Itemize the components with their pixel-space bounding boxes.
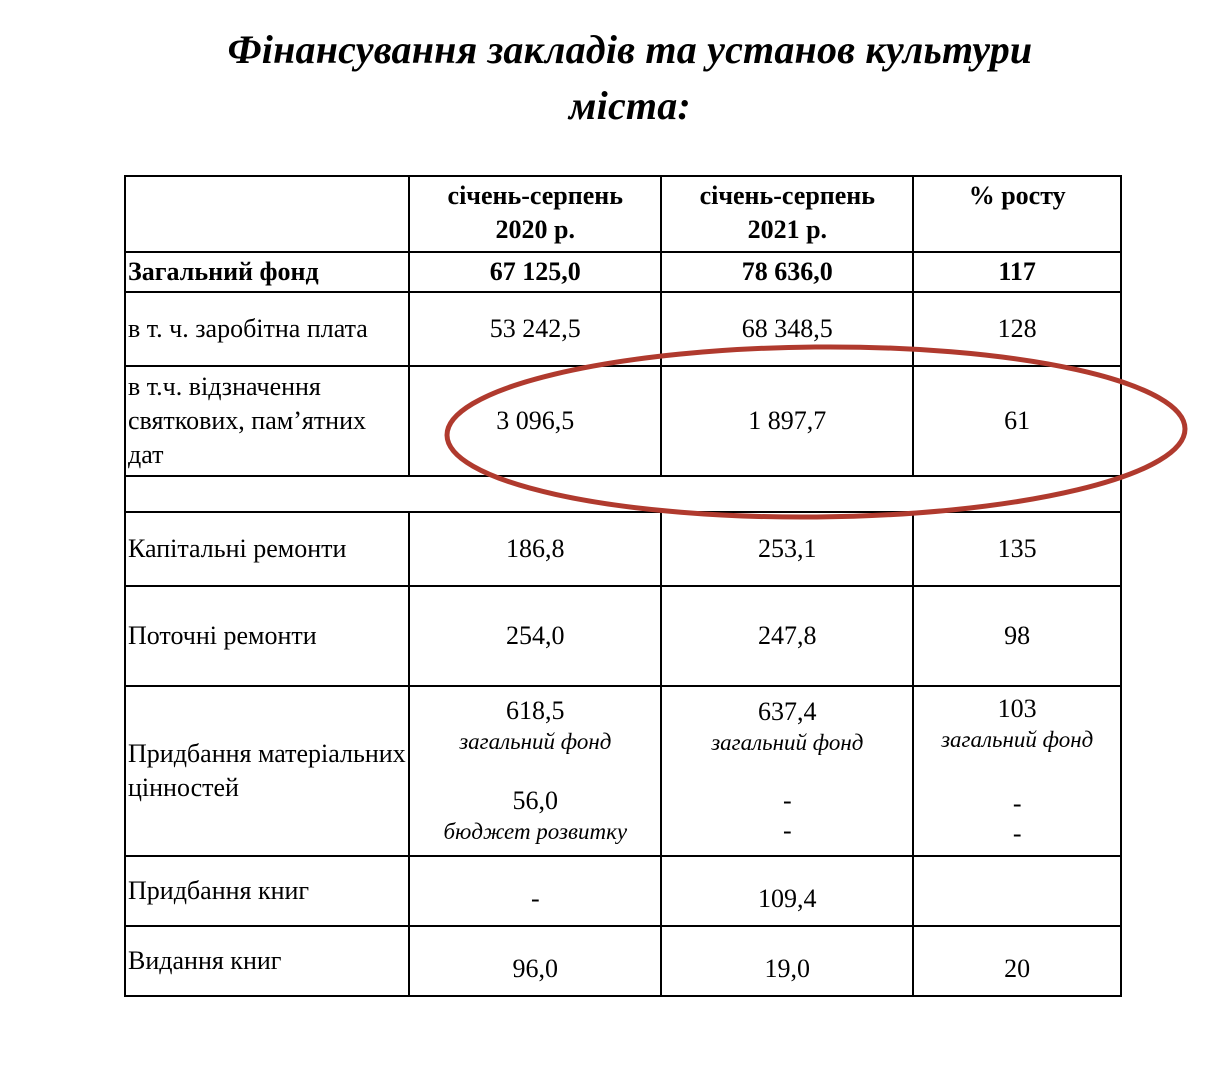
- table-row-general-fund: [125, 252, 1121, 292]
- cell-growth: 117: [913, 252, 1121, 292]
- cell-growth: 98: [913, 586, 1121, 686]
- row-label: в т.ч. відзначення святкових, пам’ятних дат: [125, 366, 409, 476]
- header-2021-line1: січень-серпень: [699, 181, 876, 210]
- note-general: загальний фонд: [459, 729, 612, 754]
- cell-2020: [409, 686, 661, 856]
- cell-2020: 67 125,0: [409, 252, 661, 292]
- page-title: [0, 22, 1225, 134]
- cell-growth: 61: [913, 366, 1121, 476]
- table-row-publish-books: [125, 926, 1121, 996]
- spacer-cell: [125, 476, 1121, 512]
- note-development: -: [1012, 819, 1022, 848]
- title-line-1: Фінансування закладів та установ культури: [227, 27, 1033, 72]
- cell-2021: [661, 686, 913, 856]
- cell-2021: 78 636,0: [661, 252, 913, 292]
- cell-2020: 186,8: [409, 512, 661, 586]
- value-general: 618,5: [506, 696, 565, 725]
- cell-2020: 3 096,5: [409, 366, 661, 476]
- row-label: Придбання книг: [125, 856, 409, 926]
- note-development: -: [782, 816, 792, 845]
- table-row-current-repairs: [125, 586, 1121, 686]
- table-row-spacer: [125, 476, 1121, 512]
- value-development: -: [782, 786, 792, 815]
- note-general: загальний фонд: [711, 730, 864, 755]
- cell-2020: 254,0: [409, 586, 661, 686]
- row-label: Загальний фонд: [125, 252, 409, 292]
- title-line-2: міста:: [569, 83, 691, 128]
- value-development: -: [1012, 789, 1022, 818]
- note-general: загальний фонд: [941, 727, 1094, 752]
- row-label: в т. ч. заробітна плата: [125, 292, 409, 366]
- financing-table: [124, 175, 1122, 997]
- note-development: бюджет розвитку: [443, 819, 628, 844]
- table-row-holidays: [125, 366, 1121, 476]
- cell-2021: 68 348,5: [661, 292, 913, 366]
- header-2021-line2: 2021 р.: [747, 215, 828, 244]
- table-header-row: [125, 176, 1121, 252]
- value-general: 637,4: [758, 697, 817, 726]
- cell-2021: 1 897,7: [661, 366, 913, 476]
- cell-2021: 109,4: [661, 856, 913, 926]
- row-label: Поточні ремонти: [125, 586, 409, 686]
- cell-2021: 247,8: [661, 586, 913, 686]
- row-label: Придбання матеріальних цінностей: [125, 686, 409, 856]
- header-2020-line2: 2020 р.: [495, 215, 576, 244]
- table-row-salary: [125, 292, 1121, 366]
- table-row-buy-books: [125, 856, 1121, 926]
- header-2020: [409, 176, 661, 252]
- cell-growth: 128: [913, 292, 1121, 366]
- header-empty-cell: [125, 176, 409, 252]
- value-general: 103: [997, 694, 1037, 723]
- value-development: 56,0: [512, 786, 559, 815]
- cell-2020: -: [409, 856, 661, 926]
- cell-growth: [913, 856, 1121, 926]
- table-row-materials: [125, 686, 1121, 856]
- header-2021: [661, 176, 913, 252]
- cell-2021: 253,1: [661, 512, 913, 586]
- cell-growth: [913, 686, 1121, 856]
- header-growth: % росту: [913, 176, 1121, 252]
- row-label: Видання книг: [125, 926, 409, 996]
- cell-2020: 96,0: [409, 926, 661, 996]
- cell-2021: 19,0: [661, 926, 913, 996]
- header-2020-line1: січень-серпень: [447, 181, 624, 210]
- cell-2020: 53 242,5: [409, 292, 661, 366]
- row-label: Капітальні ремонти: [125, 512, 409, 586]
- cell-growth: 135: [913, 512, 1121, 586]
- cell-growth: 20: [913, 926, 1121, 996]
- table-row-capital-repairs: [125, 512, 1121, 586]
